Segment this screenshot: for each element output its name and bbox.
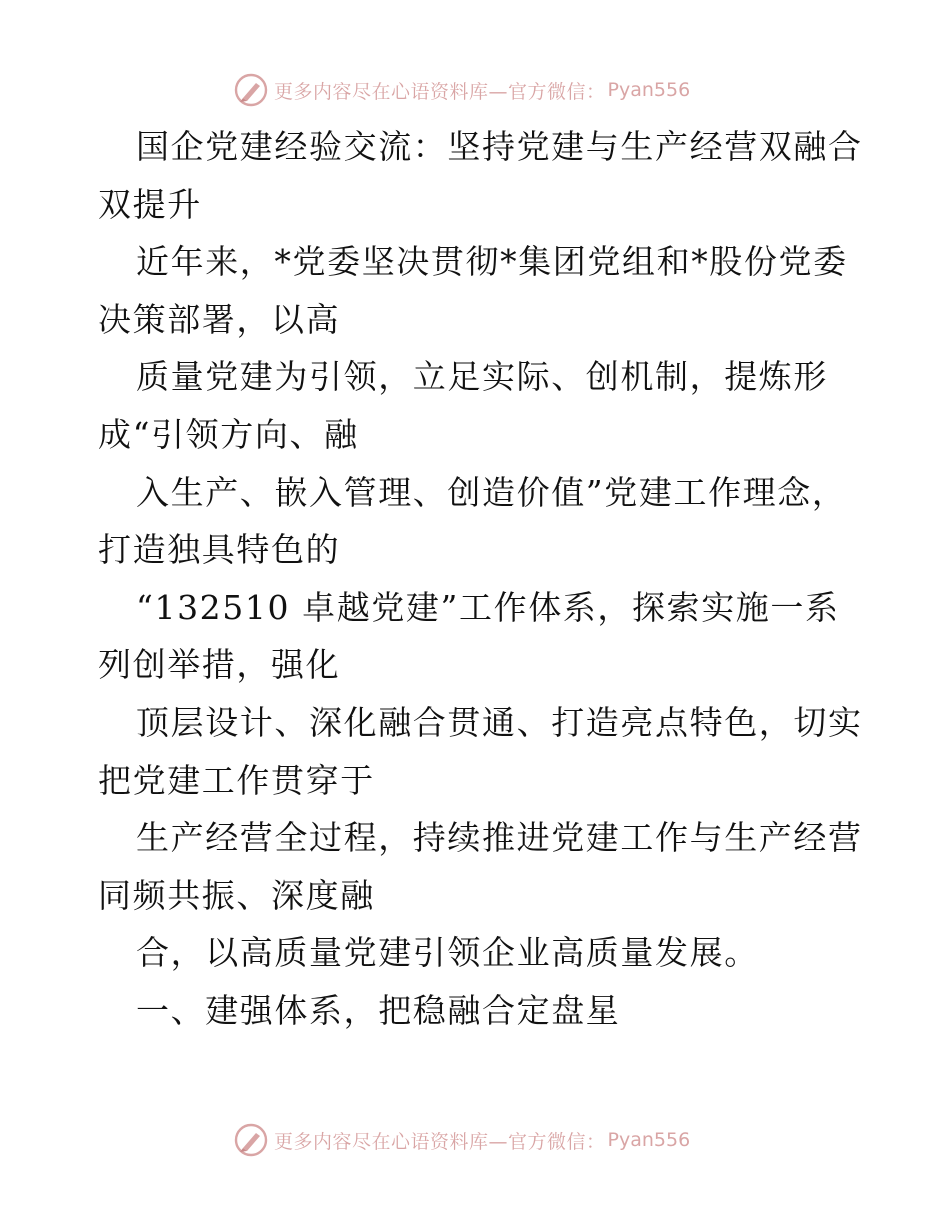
watermark-contact: Pyan556 xyxy=(607,79,691,101)
text-line: 入生产、嵌入管理、创造价值”党建工作理念， xyxy=(136,472,847,512)
text-line: 国企党建经验交流：坚持党建与生产经营双融合 xyxy=(136,127,863,166)
pen-logo-icon xyxy=(234,1123,268,1157)
text-line: 近年来，*党委坚决贯彻*集团党组和*股份党委 xyxy=(136,242,848,282)
watermark-contact: Pyan556 xyxy=(607,1129,691,1151)
watermark-text: 更多内容尽在心语资料库—官方微信： xyxy=(274,1130,606,1153)
text-line: 把党建工作贯穿于 xyxy=(98,760,375,800)
text-line: 顶层设计、深化融合贯通、打造亮点特色，切实 xyxy=(136,702,863,742)
text-line: 同频共振、深度融 xyxy=(98,875,375,915)
text-line: 质量党建为引领，立足实际、创机制，提炼形 xyxy=(136,357,828,397)
pen-logo-icon xyxy=(234,73,268,107)
text-line: 合，以高质量党建引领企业高质量发展。 xyxy=(136,933,759,973)
text-line: “132510 卓越党建”工作体系，探索实施一系 xyxy=(136,587,840,627)
text-line: 列创举措，强化 xyxy=(98,645,341,685)
document-body xyxy=(98,118,868,1040)
watermark-text: 更多内容尽在心语资料库—官方微信： xyxy=(274,80,606,103)
header-watermark xyxy=(234,70,690,110)
text-line: 决策部署，以高 xyxy=(98,299,341,339)
text-line: 成“引领方向、融 xyxy=(98,414,359,454)
text-line: 打造独具特色的 xyxy=(98,530,341,570)
text-line: 生产经营全过程，持续推进党建工作与生产经营 xyxy=(136,818,863,858)
footer-watermark xyxy=(234,1120,690,1160)
section-heading: 一、建强体系，把稳融合定盘星 xyxy=(136,990,621,1030)
text-line: 双提升 xyxy=(98,184,202,224)
